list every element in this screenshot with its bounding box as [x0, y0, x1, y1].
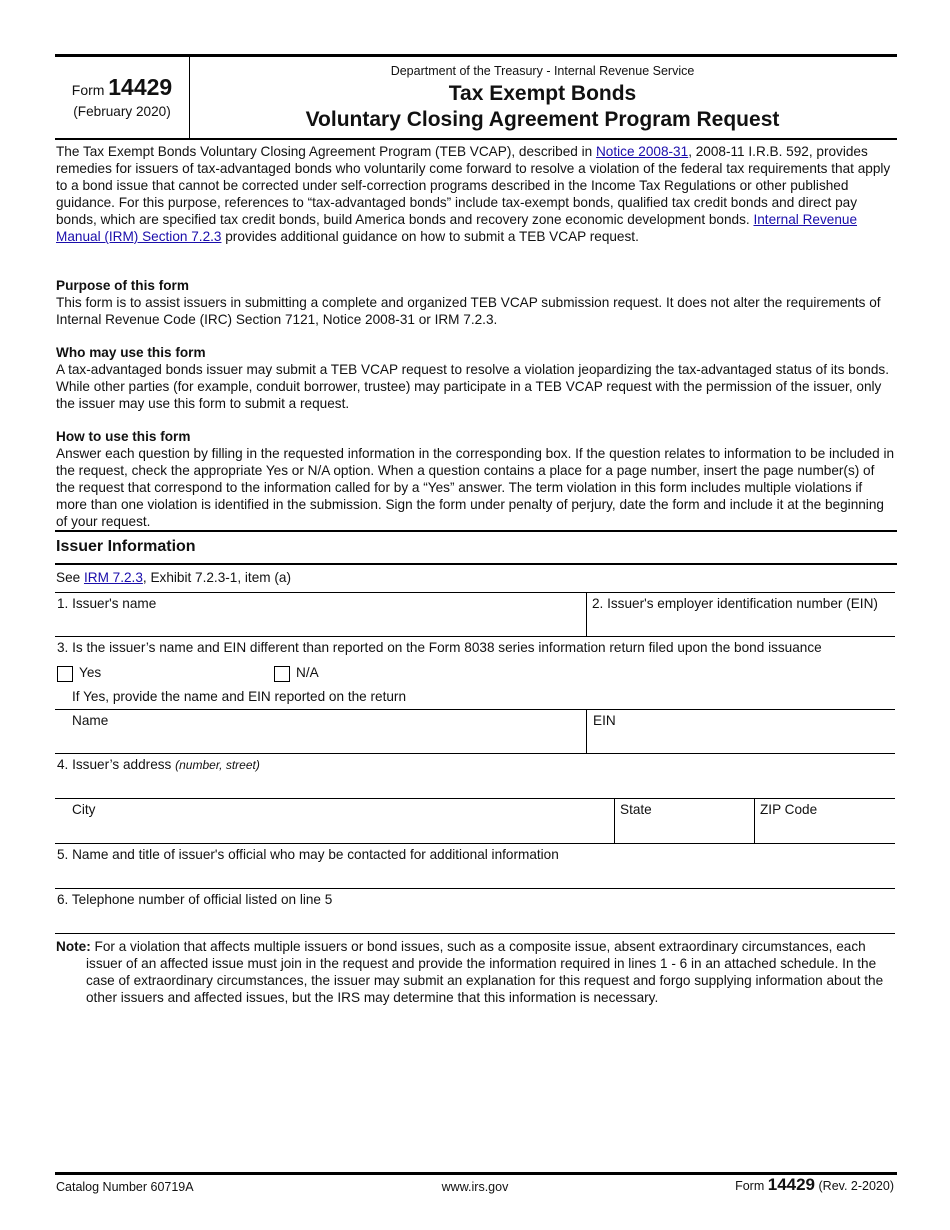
footer-form-id: [735, 1175, 894, 1195]
prior-name-input[interactable]: [70, 731, 588, 751]
purpose-text: This form is to assist issuers in submitting a complete and organized TEB VCAP submission request. It does not alter the requirements of Internal Revenue Code (IRC) Section 7121, Notice 2008-31 or IRM 7.2.3.: [56, 295, 881, 327]
note-label: Note:: [56, 939, 91, 954]
issuer-name-label: 1. Issuer's name: [57, 596, 157, 611]
address-label: [57, 757, 260, 772]
line3-na-checkbox[interactable]: [274, 666, 290, 682]
intro-paragraph: [56, 143, 896, 245]
line3-yes-label: Yes: [79, 665, 102, 680]
form-word: Form: [71, 82, 105, 98]
who-text: A tax-advantaged bonds issuer may submit a TEB VCAP request to resolve a violation jeopardizing the tax-advantaged status of its bonds. While other parties (for example, conduit borrower, trustee) may participate in a TEB VCAP request with the permission of the issuer, only the issuer may use this form to submit a request.: [56, 362, 889, 411]
footer-revision: (Rev. 2-2020): [818, 1179, 894, 1193]
address-bottom-rule: [55, 798, 895, 799]
if-yes-instruction: If Yes, provide the name and EIN reported on the return: [72, 689, 407, 704]
see-irm-reference: [56, 570, 291, 585]
line1-top-rule: [55, 592, 895, 593]
form-number-block: [56, 74, 188, 101]
prior-name-label: Name: [72, 713, 109, 728]
notice-2008-31-link[interactable]: Notice 2008-31: [595, 144, 689, 159]
footer-form-word: Form: [735, 1179, 765, 1193]
zip-label: ZIP Code: [760, 802, 818, 817]
form-number: 14429: [108, 74, 173, 100]
city-bottom-rule: [55, 843, 895, 844]
state-input[interactable]: [618, 820, 756, 840]
form-title-line2: Voluntary Closing Agreement Program Request: [305, 108, 780, 131]
line3-yes-checkbox[interactable]: [57, 666, 73, 682]
contact-official-label: 5. Name and title of issuer's official who may be contacted for additional information: [57, 847, 559, 862]
form-title-line1: Tax Exempt Bonds: [448, 82, 637, 105]
intro-text-3: provides additional guidance on how to submit a TEB VCAP request.: [221, 229, 639, 244]
city-label: City: [72, 802, 96, 817]
intro-text-1: The Tax Exempt Bonds Voluntary Closing Agreement Program (TEB VCAP), described in: [56, 144, 596, 159]
irm-section-link[interactable]: Internal Revenue Manual (IRM) Section 7.2.3: [56, 212, 858, 244]
header-bottom-rule: [55, 138, 897, 140]
city-input[interactable]: [70, 820, 616, 840]
contact-official-input[interactable]: [57, 865, 899, 885]
line5-bottom-rule: [55, 888, 895, 889]
prior-ein-input[interactable]: [590, 731, 898, 751]
telephone-label: 6. Telephone number of official listed on line 5: [57, 892, 333, 907]
line2-bottom-rule: [55, 636, 895, 637]
note-block: [56, 938, 894, 1006]
purpose-heading: Purpose of this form: [56, 278, 189, 293]
state-label: State: [620, 802, 652, 817]
irm-7-2-3-link[interactable]: IRM 7.2.3: [83, 570, 143, 585]
address-input[interactable]: [57, 776, 899, 796]
agency-name: Department of the Treasury - Internal Revenue Service: [390, 64, 695, 78]
issuer-ein-input[interactable]: [590, 614, 898, 634]
line6-bottom-rule: [55, 933, 895, 934]
irs-website: www.irs.gov: [441, 1180, 509, 1194]
note-text: For a violation that affects multiple issuers or bond issues, such as a composite issue, absent extraordinary circumstances, each issuer of an affected issue must join in the request and provide the information required in lines 1 - 6 in an attached schedule. In the case of extraordinary circumstances, the issuer may submit an explanation for this request and forgo supplying information about the other issuers and affected issues, but the IRS may determine that this information is necessary.: [86, 939, 884, 1005]
catalog-number: Catalog Number 60719A: [56, 1180, 194, 1194]
see-prefix: See: [56, 570, 84, 585]
issuer-section-title: Issuer Information: [56, 538, 196, 555]
address-hint: (number, street): [175, 758, 260, 772]
address-label-text: 4. Issuer’s address: [57, 757, 176, 772]
issuer-ein-label: 2. Issuer's employer identification number (EIN): [592, 596, 878, 611]
intro-text-2: , 2008-11 I.R.B. 592, provides remedies for issuers of tax-advantaged bonds who voluntarily come forward to resolve a violation of the federal tax requirements that apply to a bond issue that cannot be corrected under self-correction programs described in the Income Tax Regulations or other published guidance. For this purpose, references to “tax-advantaged bonds” include tax-exempt bonds, qualified tax credit bonds and direct pay bonds, which are specified tax credit bonds, build America bonds and recovery zone economic development bonds.: [56, 144, 891, 227]
header-top-rule: [55, 54, 897, 57]
see-suffix: , Exhibit 7.2.3-1, item (a): [142, 570, 291, 585]
name-ein-top-rule: [55, 709, 895, 710]
issuer-section-top-rule: [55, 530, 897, 532]
telephone-input[interactable]: [57, 910, 899, 930]
line3-question: 3. Is the issuer’s name and EIN different than reported on the Form 8038 series information return filed upon the bond issuance: [57, 640, 822, 655]
footer-form-number: 14429: [767, 1175, 816, 1194]
issuer-section-bottom-rule: [55, 563, 897, 565]
form-date: (February 2020): [73, 104, 171, 119]
how-heading: How to use this form: [56, 429, 191, 444]
prior-ein-label: EIN: [593, 713, 616, 728]
how-text: Answer each question by filling in the requested information in the corresponding box. If the question relates to information to be included in the request, check the appropriate Yes or N/A option. When a question contains a place for a page number, insert the page number(s) of the request that correspond to the information called for by a “Yes” answer. The term violation in this form includes multiple violations if more than one violation is identified in the submission. Sign the form under penalty of perjury, date the form and include it at the beginning of your request.: [56, 446, 895, 529]
zip-input[interactable]: [758, 820, 898, 840]
who-heading: Who may use this form: [56, 345, 206, 360]
line3-na-label: N/A: [296, 665, 319, 680]
name-ein-bottom-rule: [55, 753, 895, 754]
issuer-name-input[interactable]: [57, 614, 587, 634]
